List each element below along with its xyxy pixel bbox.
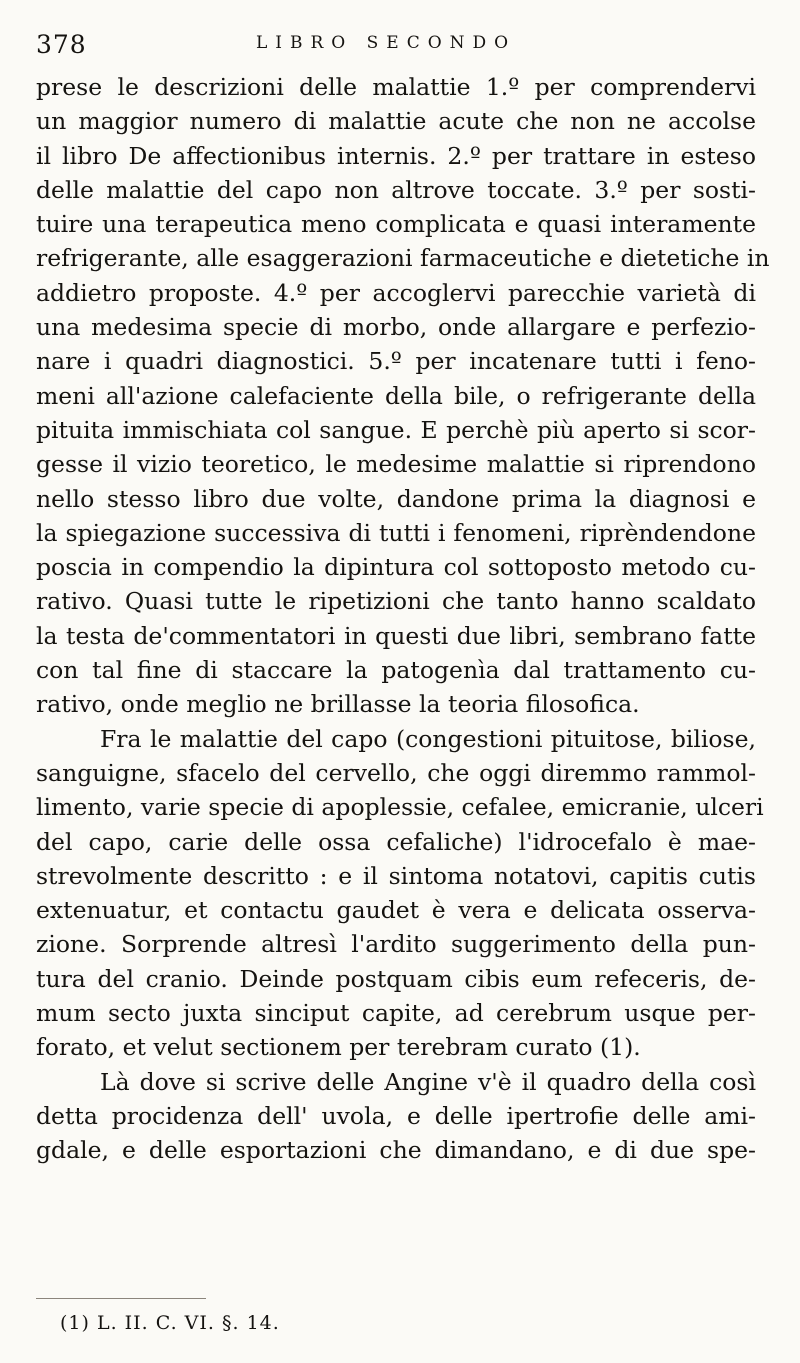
text-line: limento, varie specie di apoplessie, cefalee, emicranie, ulceri <box>36 793 764 822</box>
text-line: prese le descrizioni delle malattie 1.º per comprendervi <box>36 73 756 101</box>
text-line: strevolmente descritto : e il sintoma notatovi, capitis cutis <box>36 861 756 890</box>
text-line: il libro De affectionibus internis. 2.º per trattare in esteso <box>36 141 756 170</box>
text-line: nare i quadri diagnostici. 5.º per incatenare tutti i feno- <box>36 347 756 376</box>
text-line: una medesima specie di morbo, onde allargare e perfezio- <box>36 313 756 342</box>
text-line: gdale, e delle esportazioni che dimandano, e di due spe- <box>36 1136 756 1165</box>
page-number: 378 <box>36 30 87 59</box>
text-line: la testa de'commentatori in questi due libri, sembrano fatte <box>36 621 756 650</box>
footnote: (1) L. II. C. VI. §. 14. <box>60 1312 280 1334</box>
text-line: rativo, onde meglio ne brillasse la teoria filosofica. <box>36 690 640 719</box>
text-line: extenuatur, et contactu gaudet è vera e delicata osserva- <box>36 896 756 925</box>
text-line: forato, et velut sectionem per terebram curato (1). <box>36 1033 641 1062</box>
text-line: un maggior numero di malattie acute che non ne accolse <box>36 107 756 136</box>
text-line: refrigerante, alle esaggerazioni farmaceutiche e dietetiche in <box>36 244 770 273</box>
text-line: sanguigne, sfacelo del cervello, che oggi diremmo rammol- <box>36 758 756 787</box>
text-line: Là dove si scrive delle Angine v'è il quadro della così <box>100 1067 756 1096</box>
footnote-rule <box>36 1298 206 1299</box>
text-line: rativo. Quasi tutte le ripetizioni che tanto hanno scaldato <box>36 587 756 616</box>
text-line: delle malattie del capo non altrove toccate. 3.º per sosti- <box>36 175 756 204</box>
text-line: mum secto juxta sinciput capite, ad cerebrum usque per- <box>36 999 756 1028</box>
text-line: nello stesso libro due volte, dandone prima la diagnosi e <box>36 484 756 513</box>
text-line: Fra le malattie del capo (congestioni pituitose, biliose, <box>100 724 756 753</box>
text-line: gesse il vizio teoretico, le medesime malattie si riprendono <box>36 450 756 479</box>
text-line: con tal fine di staccare la patogenìa dal trattamento cu- <box>36 656 756 685</box>
text-line: poscia in compendio la dipintura col sottoposto metodo cu- <box>36 553 756 582</box>
text-line: del capo, carie delle ossa cefaliche) l'idrocefalo è mae- <box>36 827 756 856</box>
text-line: la spiegazione successiva di tutti i fenomeni, riprèndendone <box>36 518 756 547</box>
text-line: zione. Sorprende altresì l'ardito suggerimento della pun- <box>36 930 756 959</box>
text-line: pituita immischiata col sangue. E perchè più aperto si scor- <box>36 415 756 444</box>
body-text <box>36 70 770 1168</box>
text-line: tuire una terapeutica meno complicata e quasi interamente <box>36 210 756 239</box>
header-title: LIBRO SECONDO <box>256 33 517 53</box>
text-line: tura del cranio. Deinde postquam cibis eum refeceris, de- <box>36 964 756 993</box>
text-line: addietro proposte. 4.º per accoglervi parecchie varietà di <box>36 278 756 307</box>
running-head <box>36 30 758 66</box>
text-line: meni all'azione calefaciente della bile, o refrigerante della <box>36 381 756 410</box>
text-line: detta procidenza dell' uvola, e delle ipertrofie delle ami- <box>36 1101 756 1130</box>
